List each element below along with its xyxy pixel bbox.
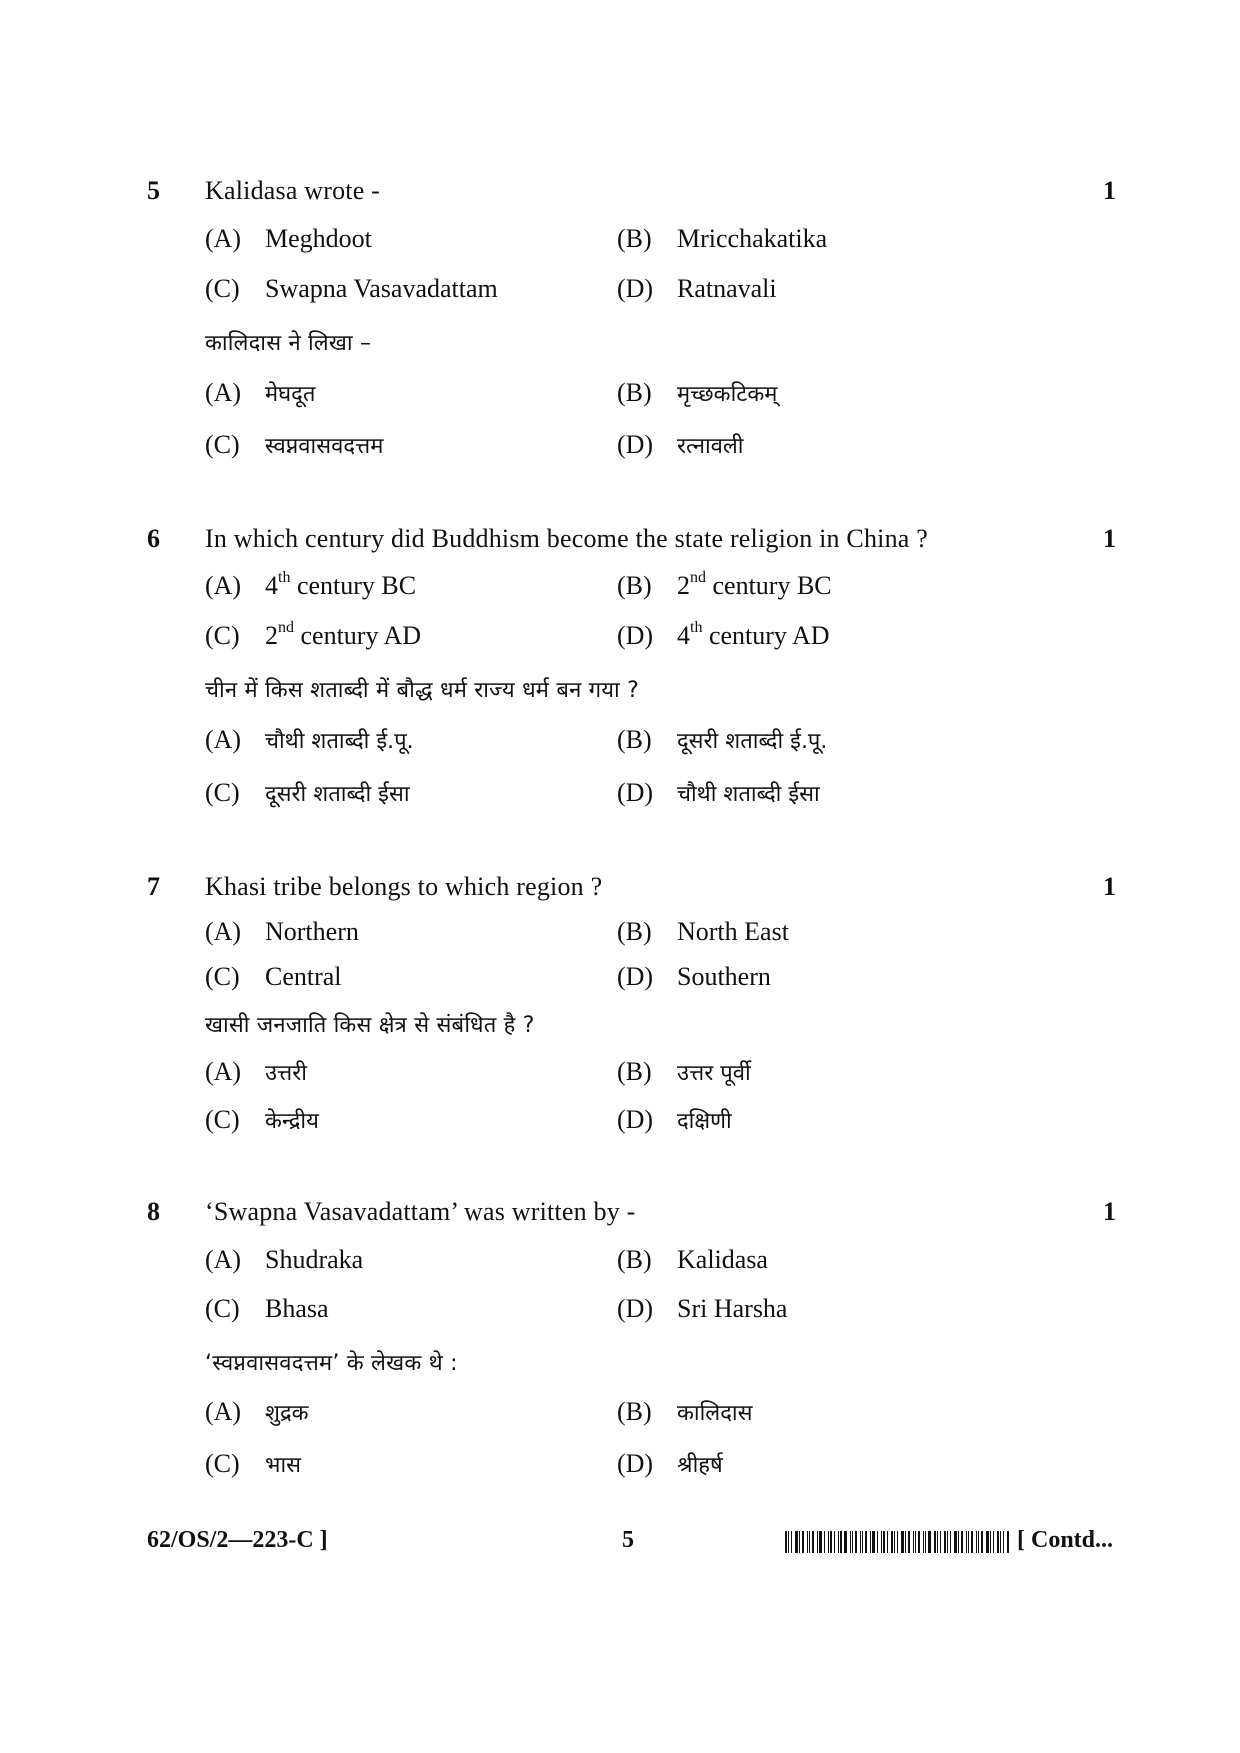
barcode-bar — [883, 1531, 885, 1553]
barcode-bar — [993, 1531, 994, 1553]
question-text-hi: खासी जनजाति किस क्षेत्र से संबंधित है ? — [205, 1013, 535, 1038]
barcode-bar — [894, 1531, 895, 1553]
barcode-bar — [976, 1531, 977, 1553]
barcode-bar — [819, 1531, 822, 1553]
barcode-bar — [865, 1531, 867, 1553]
question-text-hi: ‘स्वप्नवासवदत्तम’ के लेखक थे : — [205, 1351, 458, 1376]
barcode-bar — [887, 1531, 888, 1553]
barcode-bar — [915, 1531, 916, 1553]
barcode-bar — [940, 1531, 941, 1553]
option-b-en: (B) Mricchakatika — [617, 224, 828, 253]
option-a-hi: (A) चौथी शताब्दी ई.पू. — [205, 725, 414, 754]
barcode-bar — [785, 1531, 787, 1553]
barcode-bar — [950, 1531, 951, 1553]
option-b-hi: (B) कालिदास — [617, 1397, 753, 1426]
option-b-hi: (B) दूसरी शताब्दी ई.पू. — [617, 725, 828, 754]
contd-label: [ Contd... — [1017, 1527, 1114, 1553]
option-a-hi: (A) मेघदूत — [205, 378, 316, 407]
option-d-hi: (D) श्रीहर्ष — [617, 1449, 723, 1478]
question-number: 6 — [147, 524, 160, 553]
barcode-bar — [1003, 1531, 1004, 1553]
question-text-hi: चीन में किस शताब्दी में बौद्ध धर्म राज्य धर्म बन गया ? — [205, 678, 640, 703]
barcode-bar — [937, 1531, 938, 1553]
barcode-bar — [799, 1531, 800, 1553]
barcode-bar — [795, 1531, 798, 1553]
option-d-en: (D) Sri Harsha — [617, 1294, 788, 1323]
barcode-bar — [923, 1531, 924, 1553]
option-d-hi: (D) चौथी शताब्दी ईसा — [617, 778, 820, 807]
question-text-hi: कालिदास ने लिखा – — [205, 331, 372, 356]
option-c-en: (C) 2nd century AD — [205, 619, 422, 650]
option-b-hi: (B) उत्तर पूर्वी — [617, 1057, 751, 1086]
page-number: 5 — [622, 1527, 634, 1553]
question-text-en: Kalidasa wrote - — [205, 176, 381, 205]
barcode-bar — [807, 1531, 808, 1553]
option-c-en: (C) Central — [205, 962, 342, 991]
barcode-bar — [908, 1531, 910, 1553]
question-text-en: ‘Swapna Vasavadattam’ was written by - — [205, 1197, 636, 1226]
option-b-en: (B) North East — [617, 917, 789, 946]
barcode-bar — [947, 1531, 948, 1553]
barcode-bar — [830, 1531, 832, 1553]
barcode-bar — [850, 1531, 851, 1553]
barcode-bar — [961, 1531, 963, 1553]
barcode-bar — [891, 1531, 893, 1553]
option-a-en: (A) Northern — [205, 917, 359, 946]
barcode-bar — [881, 1531, 882, 1553]
barcode-bar — [997, 1531, 999, 1553]
barcode-bar — [966, 1531, 967, 1553]
barcode-bar — [844, 1531, 847, 1553]
barcode-bar — [958, 1531, 959, 1553]
option-a-hi: (A) उत्तरी — [205, 1057, 307, 1086]
barcode-bar — [838, 1531, 839, 1553]
barcode-bar — [968, 1531, 969, 1553]
option-c-hi: (C) भास — [205, 1449, 302, 1478]
barcode-bar — [934, 1531, 936, 1553]
barcode-bar — [905, 1531, 906, 1553]
question-marks: 1 — [1103, 176, 1116, 205]
barcode-bar — [986, 1531, 989, 1553]
paper-code: 62/OS/2—223-C ] — [147, 1527, 328, 1553]
option-c-hi: (C) दूसरी शताब्दी ईसा — [205, 778, 410, 807]
barcode-bar — [802, 1531, 804, 1553]
option-c-hi: (C) केन्द्रीय — [205, 1105, 319, 1134]
barcode-bar — [913, 1531, 914, 1553]
option-c-en: (C) Bhasa — [205, 1294, 329, 1323]
option-a-en: (A) 4th century BC — [205, 569, 417, 600]
question-text-en: Khasi tribe belongs to which region ? — [205, 872, 603, 901]
question-number: 8 — [147, 1197, 160, 1226]
barcode-bar — [855, 1531, 857, 1553]
option-d-en: (D) Ratnavali — [617, 274, 777, 303]
barcode-bar — [791, 1531, 792, 1553]
barcode-bar — [828, 1531, 829, 1553]
barcode-bar — [928, 1531, 931, 1553]
barcode-bar — [834, 1531, 835, 1553]
option-b-hi: (B) मृच्छकटिकम् — [617, 378, 778, 407]
option-b-en: (B) 2nd century BC — [617, 569, 832, 600]
barcode-bar — [978, 1531, 979, 1553]
barcode-bar — [925, 1531, 926, 1553]
question-number: 7 — [147, 872, 160, 901]
option-c-en: (C) Swapna Vasavadattam — [205, 274, 498, 303]
barcode-bar — [812, 1531, 814, 1553]
barcode-bar — [971, 1531, 973, 1553]
barcode-bar — [862, 1531, 863, 1553]
question-marks: 1 — [1103, 524, 1116, 553]
barcode-bar — [901, 1531, 904, 1553]
barcode-bar — [918, 1531, 920, 1553]
question-marks: 1 — [1103, 872, 1116, 901]
barcode-bar — [944, 1531, 946, 1553]
question-marks: 1 — [1103, 1197, 1116, 1226]
barcode — [785, 1531, 1013, 1553]
option-a-en: (A) Meghdoot — [205, 224, 372, 253]
barcode-bar — [817, 1531, 818, 1553]
question-text-en: In which century did Buddhism become the state religion in China ? — [205, 524, 928, 553]
question-number: 5 — [147, 176, 160, 205]
barcode-bar — [897, 1531, 898, 1553]
barcode-bar — [877, 1531, 878, 1553]
barcode-bar — [872, 1531, 875, 1553]
option-b-en: (B) Kalidasa — [617, 1245, 768, 1274]
barcode-bar — [824, 1531, 825, 1553]
option-d-en: (D) 4th century AD — [617, 619, 830, 650]
barcode-bar — [1007, 1531, 1009, 1553]
option-a-en: (A) Shudraka — [205, 1245, 364, 1274]
option-d-hi: (D) दक्षिणी — [617, 1105, 732, 1134]
barcode-bar — [1000, 1531, 1001, 1553]
barcode-bar — [860, 1531, 861, 1553]
barcode-bar — [840, 1531, 842, 1553]
barcode-bar — [788, 1531, 789, 1553]
barcode-bar — [870, 1531, 871, 1553]
barcode-bar — [809, 1531, 810, 1553]
barcode-bar — [981, 1531, 983, 1553]
option-d-en: (D) Southern — [617, 962, 771, 991]
barcode-bar — [990, 1531, 991, 1553]
barcode-bar — [954, 1531, 957, 1553]
option-d-hi: (D) रत्नावली — [617, 430, 744, 459]
option-c-hi: (C) स्वप्नवासवदत्तम — [205, 430, 384, 459]
barcode-bar — [852, 1531, 853, 1553]
option-a-hi: (A) शुद्रक — [205, 1397, 309, 1426]
